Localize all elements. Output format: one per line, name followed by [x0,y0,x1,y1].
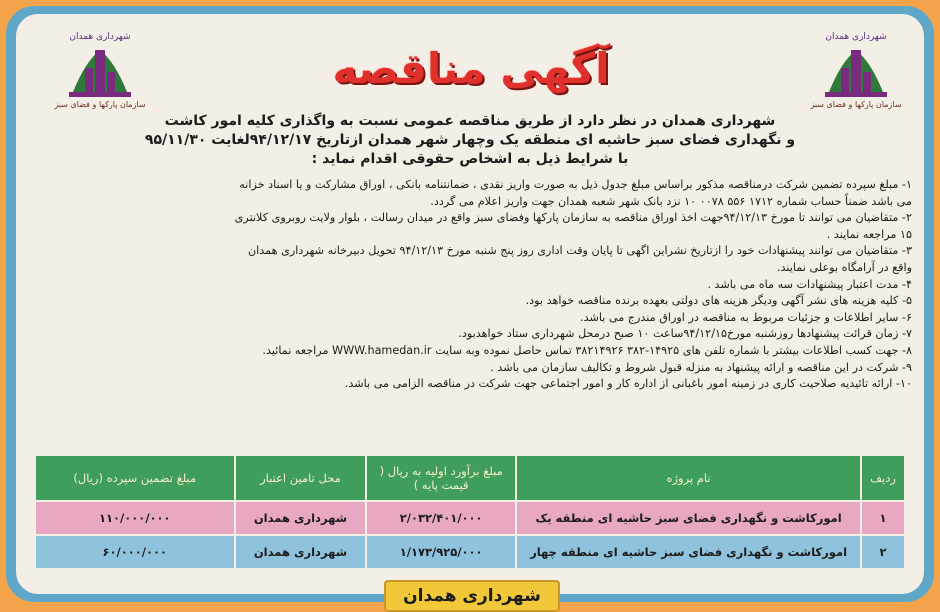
intro-line: شهرداری همدان در نظر دارد از طریق مناقصه عمومی نسبت به واگذاری کلیه امور کاشت [164,113,776,129]
header-row-number: ردیف [861,455,905,501]
header-deposit-amount: مبلغ تضمین سپرده (ریال) [35,455,235,501]
municipality-logo-left [56,32,144,124]
condition-line: ۵- کلیه هزینه های نشر آگهی ودیگر هزینه های دولتی بعهده برنده مناقصه خواهد بود. [525,294,912,308]
table-row [35,501,905,535]
condition-line: ۷- زمان قرائت پیشنهادها روزشنبه مورخ۹۴/۱۲/۱۵ساعت ۱۰ صبح درمحل شهرداری ستاد خواهدبود. [458,327,912,341]
municipality-logo-right [812,32,900,124]
cell-project-name: امورکاشت و نگهداری فضای سبز حاشیه ای منطقه یک [516,501,861,535]
logo-caption: شهرداری همدان [69,32,131,42]
condition-line: ۱- مبلغ سپرده تضمین شرکت درمناقصه مذکور براساس مبلغ جدول ذیل به صورت واریز نقدی ، ضمانتنامه بانکی ، اوراق مشارکت و یا اسناد خزانه [239,178,912,191]
condition-line: ۱۵ مراجعه نمایند . [826,227,912,241]
header-base-estimate: مبلغ برآورد اولیه به ریال ( قیمت پایه ) [366,455,516,501]
table-row [35,535,905,569]
intro-line: با شرایط ذیل به اشخاص حقوقی اقدام نماید : [311,151,629,167]
table-header-row [35,455,905,501]
condition-line: ۸- جهت کسب اطلاعات بیشتر با شماره تلفن های ۱۴۹۲۵-۳۸۲ ۳۸۲۱۴۹۲۶ تماس حاصل نموده وبه سایت WWW.hamedan.ir مراجعه نمائید. [262,343,912,357]
condition-line: واقع در آرامگاه بوعلی نمایند. [777,260,912,274]
logo-caption: شهرداری همدان [825,32,887,42]
header-project-name: نام پروژه [516,455,861,501]
tender-table [34,454,906,570]
condition-line: ۲- متقاضیان می توانند تا مورخ ۹۴/۱۲/۱۳جهت اخذ اوراق مناقصه به سازمان پارکها وفضای سبز واقع در میدان رسالت ، بلوار ولایت روبروی کلانتری [234,211,912,225]
condition-line: ۹- شرکت در این مناقصه و ارائه پیشنهاد به منزله قبول شروط و تکالیف سازمان می باشد . [490,360,912,374]
condition-line: ۱۰- ارائه تائیدیه صلاحیت کاری در زمینه امور باغبانی از اداره کار و امور اجتماعی جهت شرکت در مناقصه الزامی می باشد. [344,377,912,391]
notice-title: آگهی مناقصه [332,44,610,93]
city-tower-logo-icon [65,42,135,100]
cell-project-name: امورکاشت و نگهداری فضای سبز حاشیه ای منطقه چهار [516,535,861,569]
conditions-list [30,177,912,393]
cell-funding-source: شهرداری همدان [235,535,367,569]
intro-line: و نگهداری فضای سبز حاشیه ای منطقه یک وچهار شهر همدان ازتاریخ ۹۴/۱۲/۱۷لغایت ۹۵/۱۱/۳۰ [144,132,796,148]
condition-line: ۴- مدت اعتبار پیشنهادات سه ماه می باشد . [707,277,912,291]
condition-line: ۳- متقاضیان می توانند پیشنهادات خود را ازتاریخ نشراین اگهی تا پایان وقت اداری روز پنج شنبه مورخ ۹۴/۱۲/۱۳ تحویل دبیرخانه شهرداری همدان [247,244,912,258]
condition-line: ۶- سایر اطلاعات و جزئیات مربوط به مناقصه در اوراق مندرج می باشد. [580,310,912,324]
cell-deposit-amount: ۱۱۰/۰۰۰/۰۰۰ [35,501,235,535]
footer-municipality-label: شهرداری همدان [384,580,560,612]
cell-base-estimate: ۲/۰۳۲/۴۰۱/۰۰۰ [366,501,516,535]
notice-paper [16,14,924,606]
cell-row-number: ۱ [861,501,905,535]
cell-base-estimate: ۱/۱۷۳/۹۲۵/۰۰۰ [366,535,516,569]
condition-line: می باشد ضمناً حساب شماره ۱۷۱۲ ۵۵۶ ۰۰۷۸ ۱۰ نزد بانک شهر شعبه همدان جهت واریز اعلام می گردد. [430,194,912,208]
header-funding-source: محل تامین اعتبار [235,455,367,501]
city-tower-logo-icon [821,42,891,100]
logo-subtitle: سازمان پارکها و فضای سبز [54,100,146,109]
intro-paragraph [90,112,850,169]
cell-row-number: ۲ [861,535,905,569]
logo-subtitle: سازمان پارکها و فضای سبز [810,100,902,109]
cell-deposit-amount: ۶۰/۰۰۰/۰۰۰ [35,535,235,569]
cell-funding-source: شهرداری همدان [235,501,367,535]
